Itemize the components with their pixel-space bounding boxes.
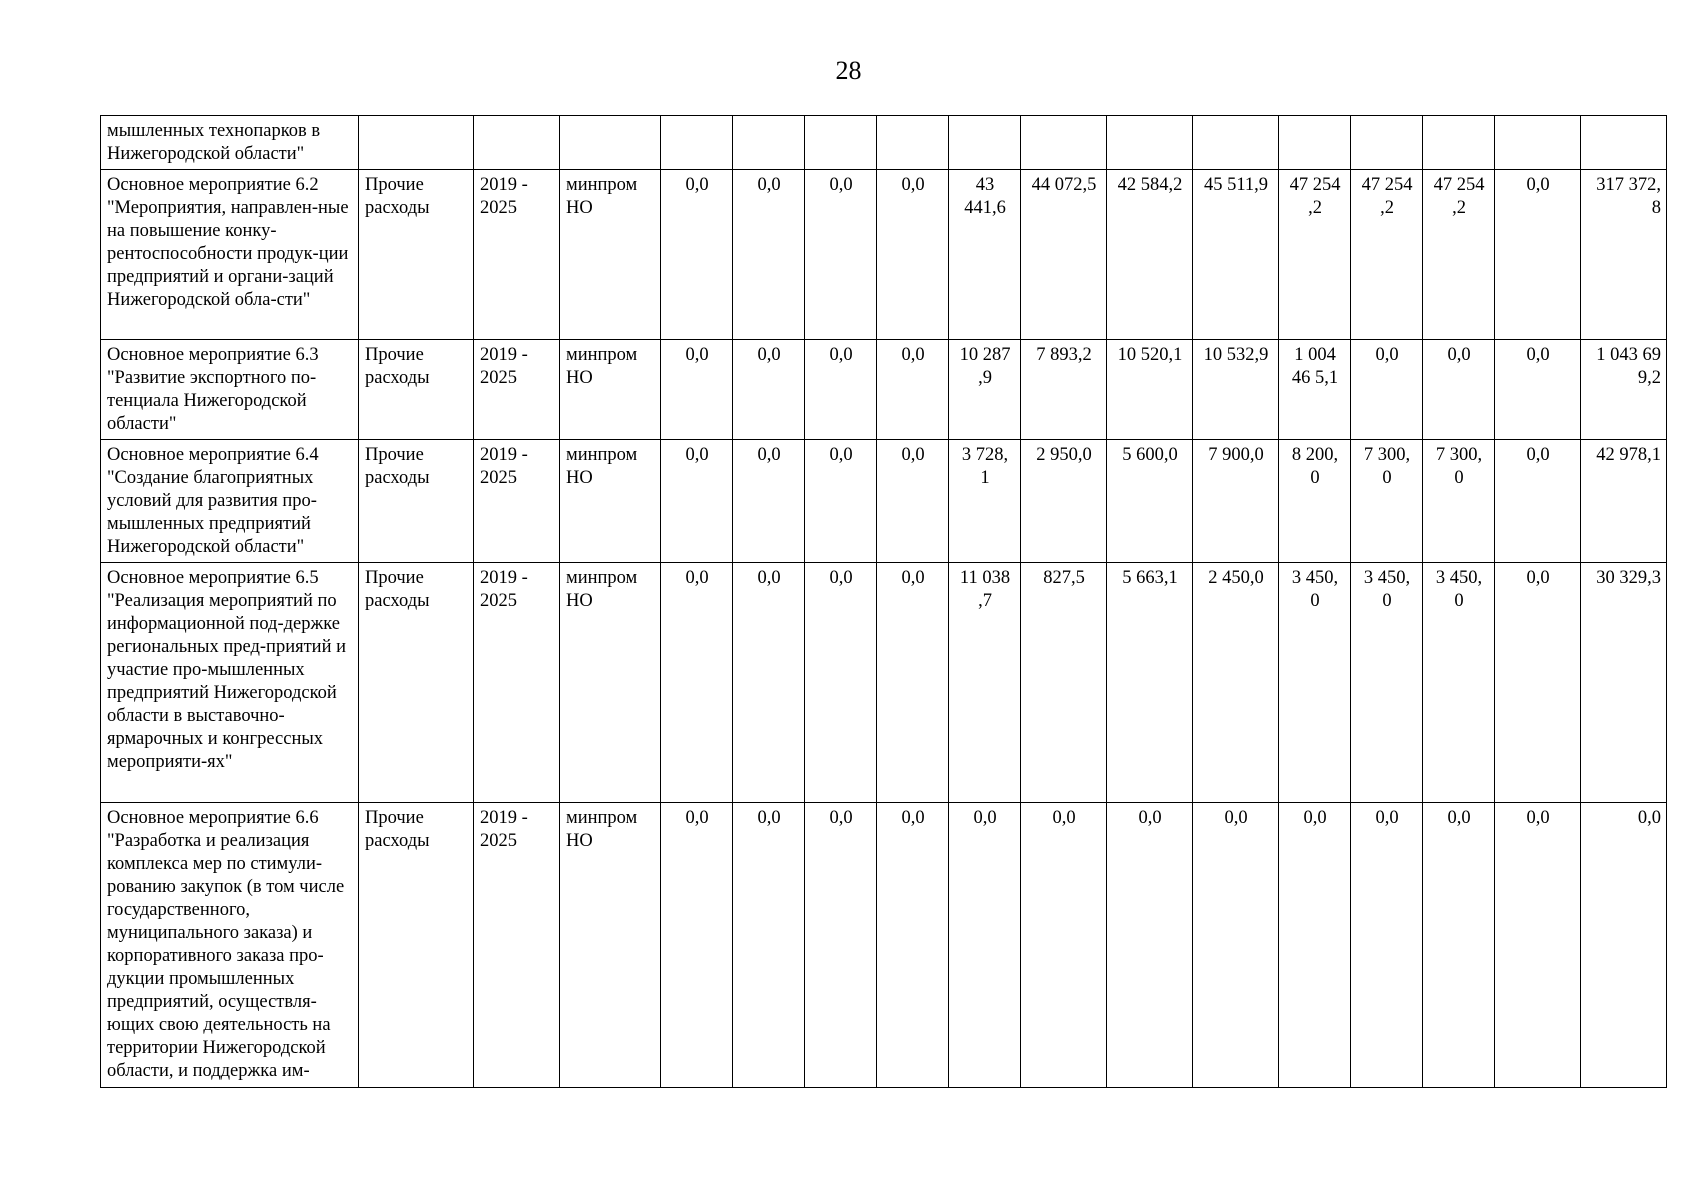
activity-name-cell: Основное мероприятие 6.5 "Реализация мероприятий по информационной под-держке региональных пред-приятий и участие про-мышленных предприятий Нижегородской области в выставочно-ярмарочных и конгрессных мероприяти-ях"	[101, 563, 359, 803]
value-cell	[877, 116, 949, 170]
budget-table	[100, 115, 1667, 1088]
total-cell: 42 978,1	[1581, 440, 1667, 563]
table-row	[101, 803, 1667, 1088]
value-cell: 7 893,2	[1021, 340, 1107, 440]
activity-name-cell: Основное мероприятие 6.6 "Разработка и реализация комплекса мер по стимули-рованию закупок (в том числе государственного, муниципального заказа) и корпоративного заказа про-дукции промышленных предприятий, осуществля-ющих свою деятельность на территории Нижегородской области, и поддержка им-	[101, 803, 359, 1088]
value-cell: 7 300, 0	[1423, 440, 1495, 563]
table-row	[101, 440, 1667, 563]
value-cell: 10 520,1	[1107, 340, 1193, 440]
expense-type-cell: Прочие расходы	[359, 440, 474, 563]
period-cell: 2019 - 2025	[474, 340, 560, 440]
period-cell	[474, 116, 560, 170]
value-cell	[1423, 116, 1495, 170]
value-cell: 47 254 ,2	[1279, 170, 1351, 340]
value-cell: 0,0	[733, 340, 805, 440]
value-cell: 0,0	[1351, 340, 1423, 440]
value-cell: 0,0	[661, 563, 733, 803]
value-cell: 8 200, 0	[1279, 440, 1351, 563]
value-cell	[1193, 116, 1279, 170]
expense-type-cell: Прочие расходы	[359, 170, 474, 340]
value-cell: 0,0	[661, 803, 733, 1088]
value-cell: 5 663,1	[1107, 563, 1193, 803]
value-cell	[949, 116, 1021, 170]
value-cell: 0,0	[1495, 803, 1581, 1088]
value-cell: 44 072,5	[1021, 170, 1107, 340]
value-cell: 0,0	[805, 803, 877, 1088]
value-cell: 0,0	[1351, 803, 1423, 1088]
value-cell: 0,0	[877, 440, 949, 563]
value-cell: 3 728, 1	[949, 440, 1021, 563]
table-row	[101, 116, 1667, 170]
value-cell: 0,0	[1021, 803, 1107, 1088]
value-cell: 2 450,0	[1193, 563, 1279, 803]
value-cell: 3 450, 0	[1351, 563, 1423, 803]
value-cell: 0,0	[877, 340, 949, 440]
value-cell: 0,0	[1193, 803, 1279, 1088]
value-cell: 0,0	[1423, 340, 1495, 440]
value-cell	[1495, 116, 1581, 170]
agency-cell: минпром НО	[560, 803, 661, 1088]
value-cell: 0,0	[1495, 563, 1581, 803]
value-cell: 0,0	[949, 803, 1021, 1088]
value-cell: 2 950,0	[1021, 440, 1107, 563]
value-cell: 0,0	[733, 803, 805, 1088]
period-cell: 2019 - 2025	[474, 563, 560, 803]
agency-cell: минпром НО	[560, 170, 661, 340]
value-cell	[1351, 116, 1423, 170]
agency-cell	[560, 116, 661, 170]
total-cell	[1581, 116, 1667, 170]
value-cell: 42 584,2	[1107, 170, 1193, 340]
value-cell: 0,0	[1495, 440, 1581, 563]
value-cell: 0,0	[1495, 170, 1581, 340]
value-cell: 0,0	[733, 170, 805, 340]
value-cell: 0,0	[1423, 803, 1495, 1088]
value-cell: 5 600,0	[1107, 440, 1193, 563]
value-cell	[1279, 116, 1351, 170]
value-cell	[1021, 116, 1107, 170]
value-cell: 43 441,6	[949, 170, 1021, 340]
total-cell: 0,0	[1581, 803, 1667, 1088]
activity-name-cell: Основное мероприятие 6.3 "Развитие экспортного по-тенциала Нижегородской области"	[101, 340, 359, 440]
value-cell: 1 004 46 5,1	[1279, 340, 1351, 440]
value-cell: 45 511,9	[1193, 170, 1279, 340]
expense-type-cell: Прочие расходы	[359, 340, 474, 440]
expense-type-cell: Прочие расходы	[359, 563, 474, 803]
expense-type-cell: Прочие расходы	[359, 803, 474, 1088]
value-cell: 47 254 ,2	[1351, 170, 1423, 340]
value-cell: 0,0	[877, 563, 949, 803]
value-cell: 11 038 ,7	[949, 563, 1021, 803]
value-cell: 10 532,9	[1193, 340, 1279, 440]
total-cell: 1 043 69 9,2	[1581, 340, 1667, 440]
value-cell: 0,0	[733, 563, 805, 803]
value-cell: 0,0	[1495, 340, 1581, 440]
total-cell: 317 372, 8	[1581, 170, 1667, 340]
value-cell: 0,0	[661, 440, 733, 563]
agency-cell: минпром НО	[560, 563, 661, 803]
value-cell: 7 300, 0	[1351, 440, 1423, 563]
value-cell: 0,0	[1279, 803, 1351, 1088]
value-cell: 0,0	[805, 340, 877, 440]
value-cell	[733, 116, 805, 170]
value-cell: 827,5	[1021, 563, 1107, 803]
value-cell: 0,0	[733, 440, 805, 563]
total-cell: 30 329,3	[1581, 563, 1667, 803]
period-cell: 2019 - 2025	[474, 440, 560, 563]
value-cell: 0,0	[1107, 803, 1193, 1088]
value-cell	[1107, 116, 1193, 170]
activity-name-cell: Основное мероприятие 6.4 "Создание благоприятных условий для развития про-мышленных предприятий Нижегородской области"	[101, 440, 359, 563]
table-row	[101, 340, 1667, 440]
value-cell: 47 254 ,2	[1423, 170, 1495, 340]
value-cell: 3 450, 0	[1279, 563, 1351, 803]
agency-cell: минпром НО	[560, 340, 661, 440]
value-cell: 0,0	[661, 170, 733, 340]
agency-cell: минпром НО	[560, 440, 661, 563]
value-cell: 0,0	[877, 803, 949, 1088]
value-cell: 3 450, 0	[1423, 563, 1495, 803]
period-cell: 2019 - 2025	[474, 803, 560, 1088]
value-cell: 0,0	[805, 170, 877, 340]
period-cell: 2019 - 2025	[474, 170, 560, 340]
value-cell	[661, 116, 733, 170]
value-cell: 0,0	[805, 440, 877, 563]
expense-type-cell	[359, 116, 474, 170]
table-row	[101, 563, 1667, 803]
value-cell	[805, 116, 877, 170]
value-cell: 0,0	[661, 340, 733, 440]
page-number: 28	[835, 56, 862, 85]
value-cell: 0,0	[805, 563, 877, 803]
activity-name-cell: мышленных технопарков в Нижегородской области"	[101, 116, 359, 170]
table-row	[101, 170, 1667, 340]
value-cell: 7 900,0	[1193, 440, 1279, 563]
activity-name-cell: Основное мероприятие 6.2 "Мероприятия, направлен-ные на повышение конку-рентоспособности продук-ции предприятий и органи-заций Нижегородской обла-сти"	[101, 170, 359, 340]
value-cell: 10 287 ,9	[949, 340, 1021, 440]
value-cell: 0,0	[877, 170, 949, 340]
